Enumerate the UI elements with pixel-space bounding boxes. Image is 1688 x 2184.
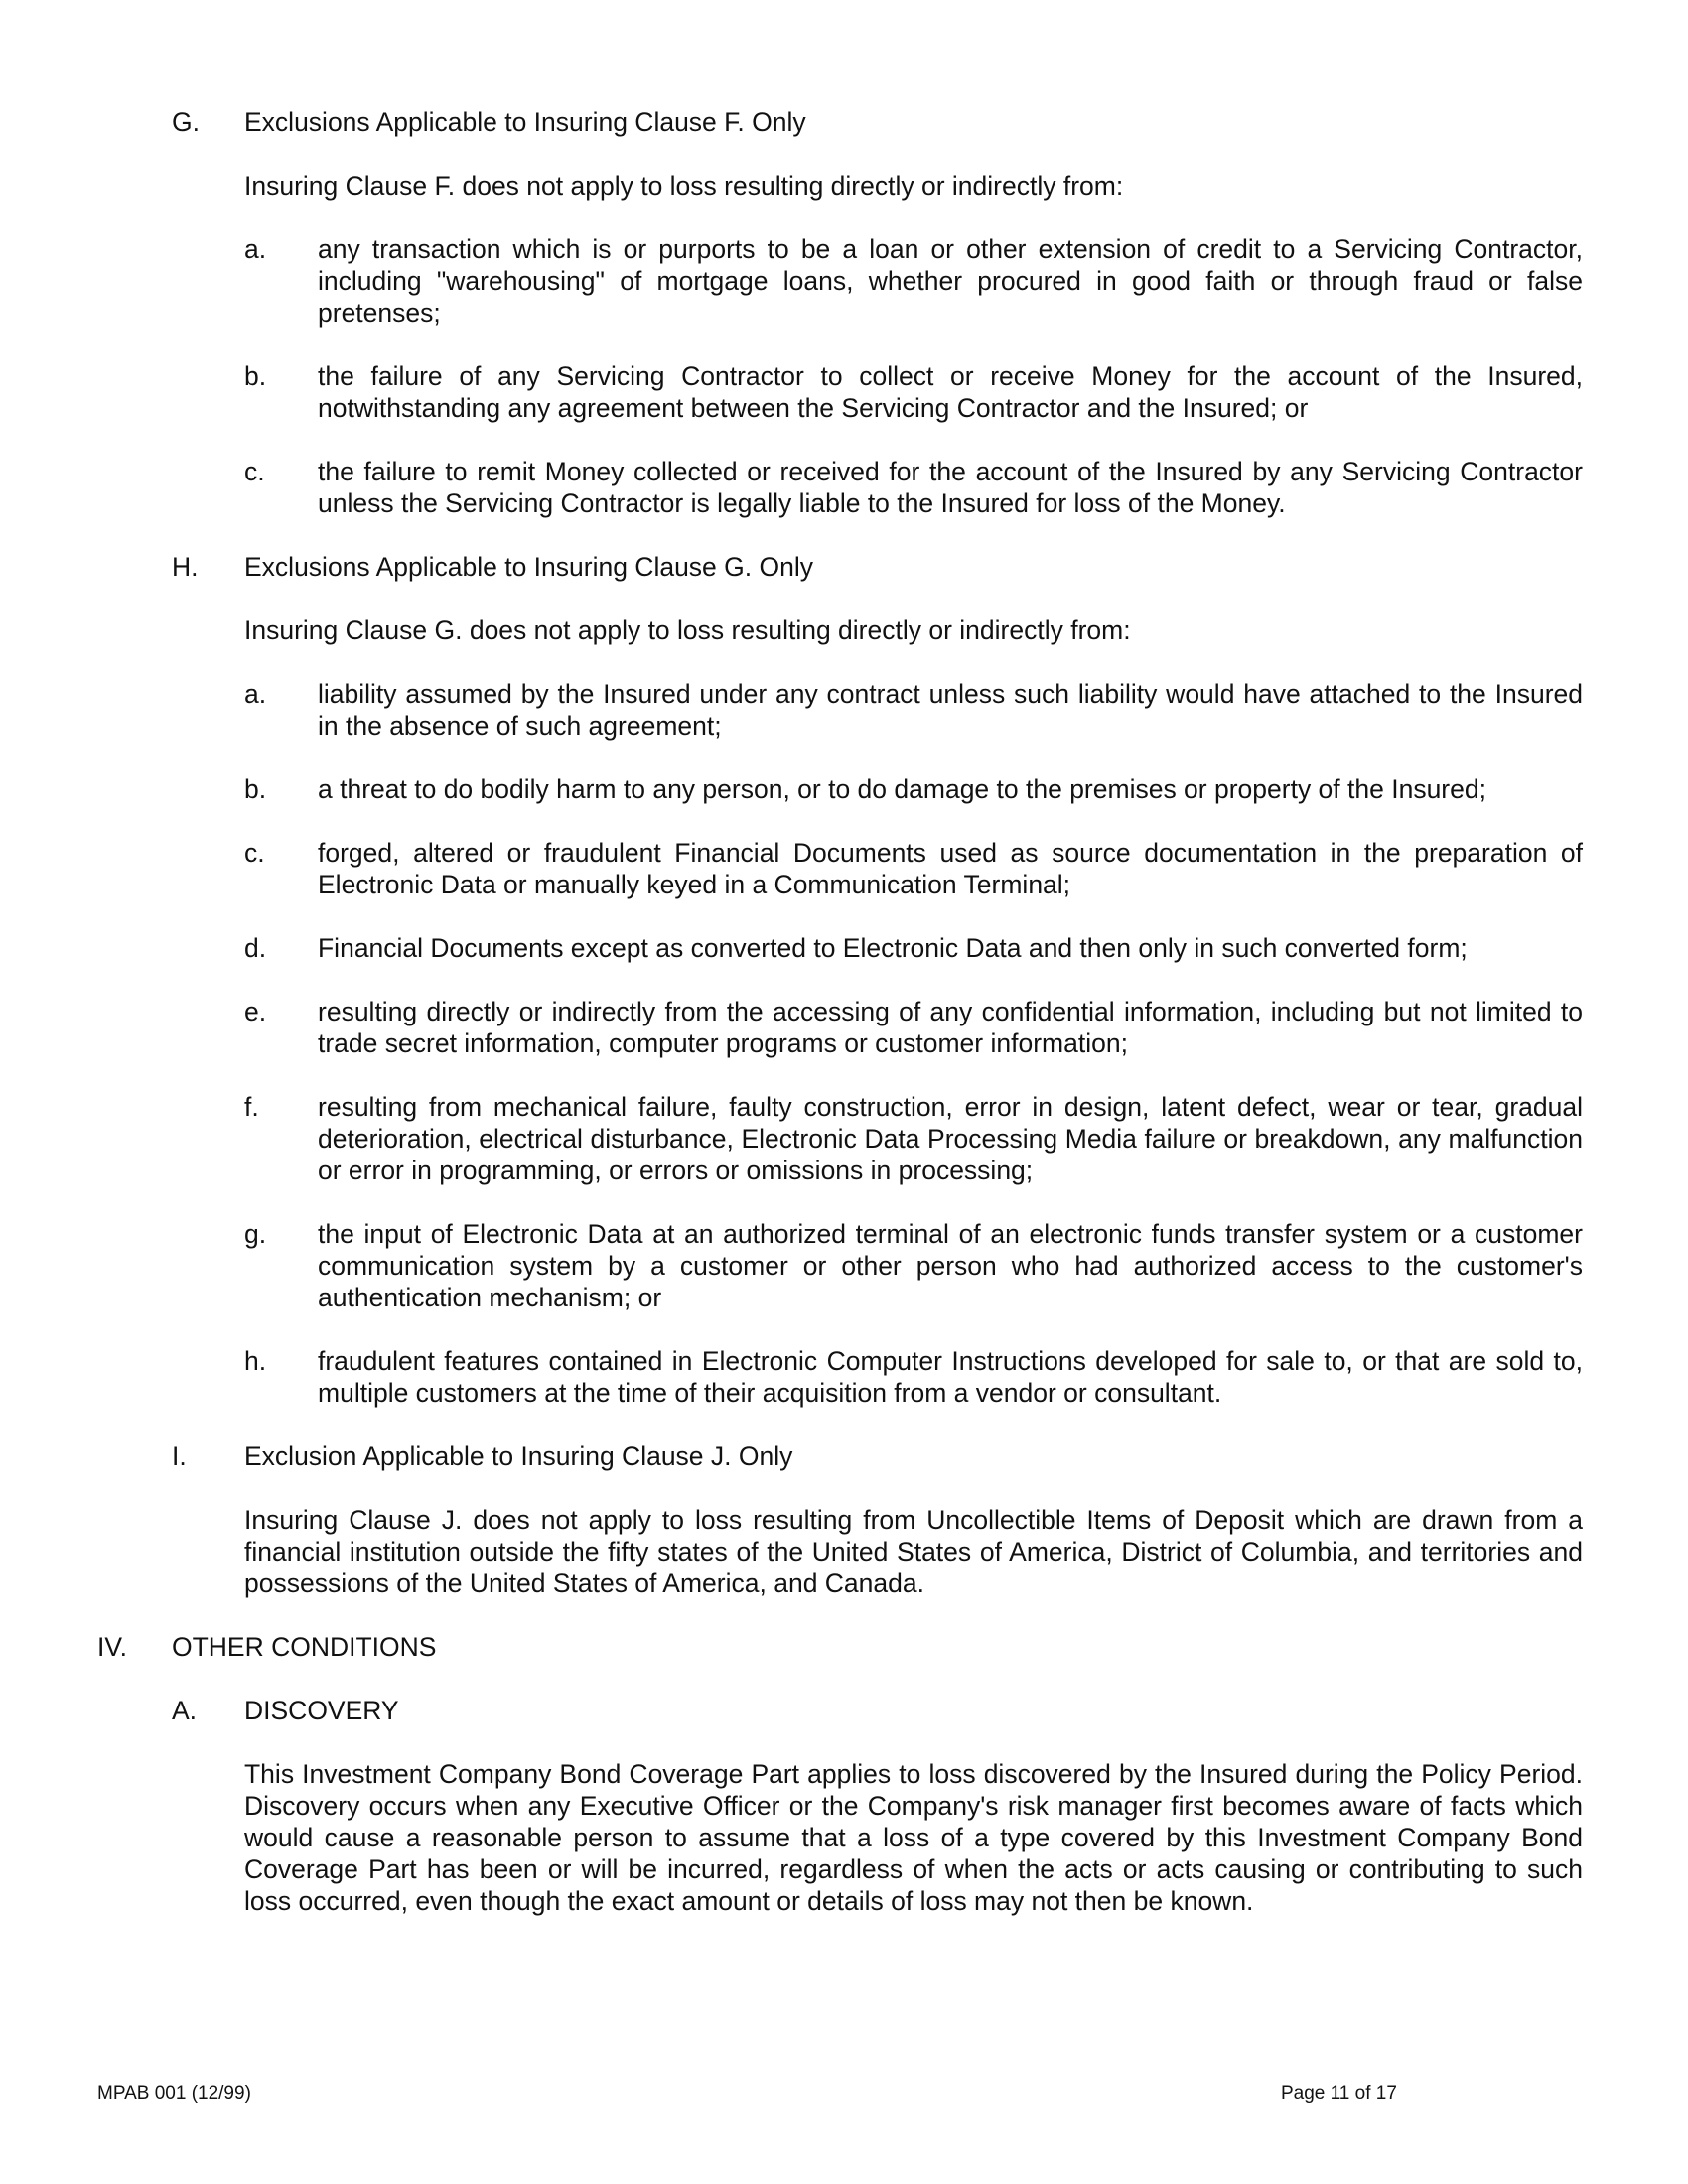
item-text: resulting directly or indirectly from the accessing of any confidential information, including but not limited to trade secret information, computer programs or customer information; (318, 997, 1583, 1058)
part-iv-title: OTHER CONDITIONS (172, 1632, 437, 1662)
page-number: Page 11 of 17 (1281, 2083, 1397, 2104)
document-body (0, 106, 1688, 1917)
item-text: resulting from mechanical failure, faulty construction, error in design, latent defect, wear or tear, gradual deterioration, electrical disturbance, Electronic Data Processing Media failure or breakdown, any malfunction or error in programming, or errors or omissions in processing; (318, 1092, 1583, 1185)
section-g-label: G. (172, 107, 200, 137)
item-text: liability assumed by the Insured under any contract unless such liability would have attached to the Insured in the absence of such agreement; (318, 679, 1583, 741)
item-text: the failure to remit Money collected or received for the account of the Insured by any Servicing Contractor unless the Servicing Contractor is legally liable to the Insured for loss of the Money. (318, 457, 1583, 518)
item-text: the failure of any Servicing Contractor to collect or receive Money for the account of the Insured, notwithstanding any agreement between the Servicing Contractor and the Insured; or (318, 361, 1583, 423)
section-h-item-f (0, 1091, 1688, 1186)
item-label: h. (244, 1346, 267, 1376)
part-iv-a-heading (0, 1695, 1688, 1726)
part-iv-a-title: DISCOVERY (244, 1696, 399, 1725)
section-i-label: I. (172, 1441, 187, 1471)
item-label: f. (244, 1092, 259, 1122)
item-text: forged, altered or fraudulent Financial Documents used as source documentation in the preparation of Electronic Data or manually keyed in a Communication Terminal; (318, 838, 1583, 899)
section-h-item-c (0, 837, 1688, 900)
part-iv-label: IV. (97, 1632, 127, 1662)
item-label: a. (244, 679, 267, 709)
item-text: fraudulent features contained in Electronic Computer Instructions developed for sale to, or that are sold to, multiple customers at the time of their acquisition from a vendor or consultant. (318, 1346, 1583, 1408)
section-h-item-g (0, 1218, 1688, 1313)
section-i-heading (0, 1440, 1688, 1472)
section-h-item-e (0, 996, 1688, 1059)
section-g-heading (0, 106, 1688, 138)
section-h-item-d (0, 932, 1688, 964)
section-g-intro: Insuring Clause F. does not apply to loss resulting directly or indirectly from: (244, 171, 1124, 201)
part-iv-a-body: This Investment Company Bond Coverage Part applies to loss discovered by the Insured during the Policy Period. Discovery occurs when any Executive Officer or the Company's risk manager first becomes aware of facts which would cause a reasonable person to assume that a loss of a type covered by this Investment Company Bond Coverage Part has been or will be incurred, regardless of when the acts or acts causing or contributing to such loss occurred, even though the exact amount or details of loss may not then be known. (244, 1759, 1583, 1916)
section-g-title: Exclusions Applicable to Insuring Clause F. Only (244, 107, 806, 137)
section-h-item-b (0, 773, 1688, 805)
item-label: d. (244, 933, 267, 963)
item-label: c. (244, 838, 265, 868)
item-label: b. (244, 774, 267, 804)
part-iv-heading (0, 1631, 1688, 1663)
form-id: MPAB 001 (12/99) (97, 2083, 251, 2104)
section-g-item-c (0, 456, 1688, 519)
section-g-item-a (0, 233, 1688, 329)
item-label: e. (244, 997, 267, 1026)
section-h-intro: Insuring Clause G. does not apply to loss resulting directly or indirectly from: (244, 615, 1131, 645)
part-iv-a-label: A. (172, 1696, 198, 1725)
section-h-title: Exclusions Applicable to Insuring Clause G. Only (244, 552, 813, 582)
item-label: b. (244, 361, 267, 391)
item-text: any transaction which is or purports to be a loan or other extension of credit to a Servicing Contractor, including "warehousing" of mortgage loans, whether procured in good faith or through fraud or false pretenses; (318, 234, 1583, 328)
section-h-item-a (0, 678, 1688, 742)
item-label: c. (244, 457, 265, 486)
section-h-heading (0, 551, 1688, 583)
section-h-item-h (0, 1345, 1688, 1409)
section-g-item-b (0, 360, 1688, 424)
section-i-title: Exclusion Applicable to Insuring Clause J. Only (244, 1441, 793, 1471)
item-text: the input of Electronic Data at an authorized terminal of an electronic funds transfer system or a customer communication system by a customer or other person who had authorized access to the customer's authentication mechanism; or (318, 1219, 1583, 1312)
item-label: g. (244, 1219, 267, 1249)
item-label: a. (244, 234, 267, 264)
section-i-body: Insuring Clause J. does not apply to loss resulting from Uncollectible Items of Deposit which are drawn from a financial institution outside the fifty states of the United States of America, District of Columbia, and territories and possessions of the United States of America, and Canada. (244, 1505, 1583, 1598)
section-h-label: H. (172, 552, 199, 582)
item-text: Financial Documents except as converted to Electronic Data and then only in such converted form; (318, 933, 1468, 963)
item-text: a threat to do bodily harm to any person, or to do damage to the premises or property of the Insured; (318, 774, 1486, 804)
